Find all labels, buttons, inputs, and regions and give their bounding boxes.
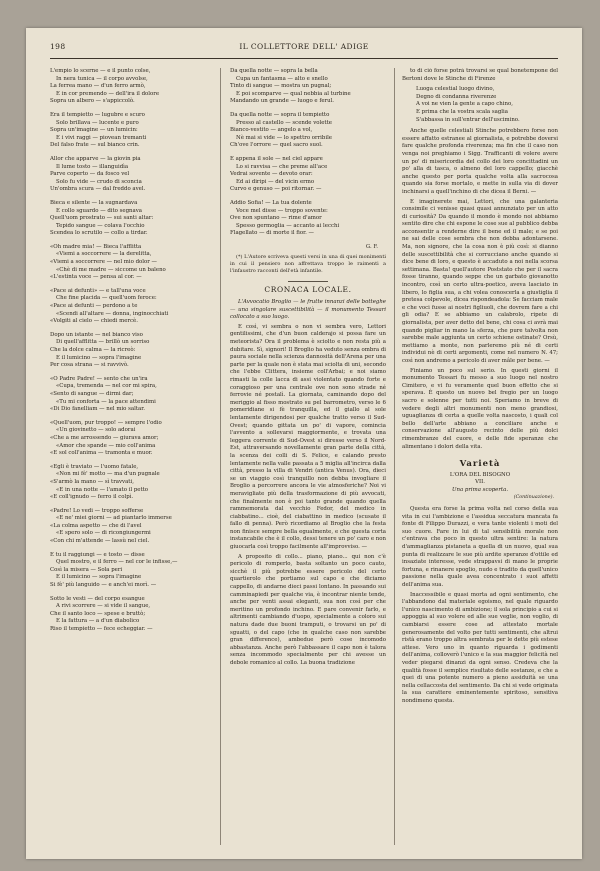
poem-stanza [230, 68, 386, 106]
verse-line: Addio Sofia! — La tua dolente [230, 199, 312, 206]
poem-stanza [50, 420, 208, 458]
verse-line: Voce mel disse — troppo sovente: [236, 207, 328, 214]
verse-line: La ferrea mano — d'un ferro armò, [50, 83, 146, 90]
header-rule [50, 58, 558, 59]
verse-line: Sopra un albero — s'appiccolò. [50, 98, 135, 105]
page-header [50, 42, 558, 54]
verse-line: Cupa un fantasma — alto e snello [236, 75, 328, 82]
verse-line: Flagellato — di morte il fior. — [230, 230, 314, 237]
verse-line: «Viemi a soccorrere — la derelitta, [56, 251, 152, 258]
article-paragraph: Finiamo un poco sul serio. In questi giorni il monumento Tessari fu messo a suo luogo nel nostro Cimitero, e vi fu veramente quel buon effetto che si sperava. È questo un nuovo bel fregio per un luogo sacro e solenne per tutti noi. Speriamo in breve di vedere degli altri monumenti non meno grandiosi, uguaglianza di certa a quelle volta nascosto, i quali col bello dell'arte abbiano a conciliare anche e conservazione all'augusto recinto delle più dolci rimembranze del cuore, e delle fide speranze che alimentano i dolori della vita. [402, 367, 558, 450]
verse-line: Era il tempietto — lugubre e scuro [50, 111, 145, 118]
verse-line: Sotto le vesti — del corpo esangue [50, 595, 145, 602]
verse-line: Quel mostro, e il ferro — nel cor le infisse,— [56, 559, 178, 566]
poem-continuation [230, 68, 386, 238]
verse-line: Che il santo loco — spese e bruttò; [50, 610, 146, 617]
section-summary: L'Avvocatio Broglio — le frutte innanzi delle botteghe — una singolare suscettibilità — il monumento Tessari collocato a suo luogo. [230, 299, 386, 321]
poem-stanza [230, 200, 386, 238]
verse-line: Così la misera — Sola peri [50, 566, 123, 573]
verse-line: Si fè' più languido — e anch'ei morì. — [50, 582, 157, 589]
verse-line: E collo sguardo — dito segnava [56, 207, 142, 214]
verse-line: «Viemi a soccorrere — nel mio dolor — [50, 259, 157, 266]
verse-line: Scendea lo scrutilo — collo a tirdar. [50, 230, 148, 237]
verse-line: Ed ai diripi — del vicin ermo [236, 178, 315, 185]
poem-stanza [230, 112, 386, 150]
verse-line: «Un giovinetto — solo adorai [56, 427, 136, 434]
verse-line: Ch'ove l'orrore — quel sacro suol. [230, 142, 323, 149]
column-3 [402, 68, 558, 847]
verse-line: «S'armò la mano — sì travvati, [50, 478, 134, 485]
verse-line: A rivi scorrere — si vide il sangue, [56, 603, 151, 610]
quoted-verse [402, 86, 558, 124]
verse-line: «Con chi m'attende — lassù nel ciel. [50, 538, 150, 545]
verse-line: E tu il raggiungi — e tosto — disse [50, 551, 145, 558]
column-divider [394, 68, 395, 845]
story-paragraph: Inaccessibile e quasi morta ad ogni sentimento, che l'abbandono dal materiale egoismo, nel quale riguardo l'unico nascimento di ambizione; il sola principio a cui si appoggia al suo volere ed alle sue veglie, non voglio, di cambiarsi essere cose ad attestato mortale generosamente del volto per tutti sentimenti, che altrui ristà erano troppo altra sembrata per le dette più estese attese. Vero uno in quanto riguarda i godimenti dell'anima, colloverò l'unico e la sua maggior felicità nel veder piegarsi dinanzi da ogni senso. Credeva che la qualità fosse il semplice risultato delle sostanze, e che a quei di una potente numero a pieno assiduità se una nella cellaccosta del sentimento. Da chi si vede originata la sua carattere eminentemente spiritoso, sensitiva nondimeno questa. [402, 591, 558, 704]
poem-stanza [50, 596, 208, 634]
poem-stanza [50, 156, 208, 194]
verse-line: «Non mi fè' motto — ma d'un pugnale [56, 471, 160, 478]
article-paragraph: A proposito di collo... piano, piano... qui non c'è pericolo di romperlo, basta soltanto un poco cauto, sicchè il più potrebbe essere pericolo del certo quartierolo che portiamo sul capo e che diciamo cappello, di andarne dieci passi lontano. In passando sui camminapiedi per qualche via, è incontrar niente tende, anche per venti assai eleganti, sua non così per che meritino un profondo inchino. E pare convenir farlo, e altrimenti cambiando d'uopo, specialmente a coloro sui natura dade due buoni tramputi, o trovarsi un po' di sguatti, o del capo (che in qualche caso non sarebbe gran difference), ambedue però cose incomodo abbastanza. Anche però l'abbassare il capo non è talora senza incommodo specialmente per chi avesse un debole romanico al collo. La buona tradizione [230, 553, 386, 666]
verse-line: Solo fu vide — crudo di sconcia [56, 178, 142, 185]
poem-stanza [50, 288, 208, 326]
verse-line: Lo si ravvisa — che preme all'ace [236, 163, 328, 170]
story-title: L'ORA DEL BISOGNO [449, 471, 511, 478]
verse-line: Il lume tosto — illanguidìa [56, 163, 129, 170]
verse-line: Solo brillava — lucente e puro [56, 119, 139, 126]
verse-line: «Oh madre mia! — Bieca l'afflitta [50, 243, 142, 250]
chapter-number: VII. [475, 479, 485, 486]
continued-note: (Continuazione). [513, 495, 554, 501]
verse-line: Ove non spuntano — rime d'amor [230, 215, 322, 222]
verse-line: Parve coperto — da fosco vel [50, 171, 130, 178]
verse-line: E la fattura — a d'un diabolico [56, 618, 140, 625]
verse-line: S'abbassa in sull'entrar dell'uscimino. [416, 116, 520, 123]
verse-line: Riso il tempietto — fece echeggiar. — [50, 626, 153, 632]
verse-line: «La colma aspetto — che di l'avel [50, 522, 142, 529]
verse-line: Dopo un istante — nel bianco viso [50, 331, 143, 338]
verse-line: Quell'uom prostrato — sui santi altar: [50, 215, 154, 222]
verse-line: Sopra un'imagine — un lumicin: [50, 127, 138, 134]
verse-line: E appena il sole — nel ciel appare [230, 155, 323, 162]
verse-line: «Scendi all'altare — donna, inginocchiati [56, 310, 169, 317]
verse-line: E il lumicino — sopra l'imagine [56, 574, 142, 581]
article-paragraph: E imaginerete mai, Lettori, che una galanteria consimile ci venisse quasi quasi annunziato per un atto di curiosità? Da quando il mondo è mondo noi abbiamo sentito dire che chi espone le cose sue al pubblico debba acconsentir a renderne dire il bene ed il male; e se poi ne sai delle cose sembra che non debba adontarsene. Ma, non signore, che la cosa non è più così: si dianno delle suscettibilità che si corrucciano anche quando si dice bene di loro, e questo è accaduto a noi nella scorsa settimana. Basta! quell'autore Poststato che per il sacra fosse tiranno, quando seppe che un garbato giovanotto incontro, così un certo ultra-poetico, aveva lasciato in libero, lo figlia sua, a chi volea conoscerla a giustiglia il pretesa colpevole, dicea rispondeadola: Se facciam male e che voci fusse ai nostri figliuoli, che dovrem fare a chi gli odia? E se abbiamo un calabrolo, ripete di giornalista, per aver detto del bene, chi cosa ci avrà mai quando pigliar in mano la sferza, che pure talvolta non sarebbe male aggiunta un certo schiene ostinate? Orsù, mettiamo a monte, non parleremo più né di certi individui nè di certi argomenti, come nel numero N. 47; così non andremo a pericolo di aver mâle per bene. — [402, 198, 558, 364]
article-paragraph: E così, vi sembra o non vi sembra vero, Lettori gentilissimi, che d'un buon calderajo si possa fare un meteorista? Ora il problema è sciolto e non resta più a dubitare. Sì, signori! Il Broglio ha veduto senza ombra di paura sociale nella scienza dannosità dell'Arena per una parte per la quale non è stata mai sciolta di uni, secondo che l'ebbe Clittera, insieme coll'Arbai; e noi siamo rimasti la colle lacca di assi violentato quando forte e coraggioso per una centrale ove non sono strade né ferrovie né postalì. La giornata, caminando dopo del meriggio al fisso mostrato su pel barrometro, verso le 6 pomeridiane si fè tranquilla, ed il giallo al sole lentamente dirigendosi per qualche tratto verso il Sud-Ovest; quando gittata un po' di vapore, comincia l'avvento a sollevarsi maggiormente, e trovata una leggera corrente di Sud-Ovest si diresse verso il Nord-Est, attraversando novellamente gran parte della città, la scenza dei colli di S. Felice, e calando presto lentamente nella valle passata a 5 miglia all'incirca dalla città, presso la villa di Vendri (antica Venus). Ora, dieci se un viaggio così tranquillo non debba invogliare il Broglio a percorrere ancora le vie atmosferiche? Noi vi meravigliate più della trasformazione di più avvocati, che finalmente non è poi tanto grande quando quella rammemorata dal vecchio Fedor, del medico in ciabbatino... cioè, del ciabattino in medico (scusate il fallo di penna). Però ricordiamo al Broglio che la festa non finisce sempre bella egualmente, e che questa corta instancabile che è il collo, dessi tenere un po' caro e non giuocarla così troppo facilmente all'improvviso. — [230, 323, 386, 551]
verse-line: «Che a me arrossendo — giurava amor; [50, 434, 159, 441]
divider [288, 281, 328, 282]
chapter-caption: Una prima scoperta. [451, 486, 509, 493]
verse-line: «O Padre Padre! — sento che un'ira [50, 375, 148, 382]
verse-line: A voi ne vien la gente a capo chino, [416, 101, 513, 108]
verse-line: Nè mai si vide — lo spettro orribile [236, 134, 332, 141]
article-paragraph: Anche quelle celestiali Stinche potrebbero forse non essere affatto estranee al giornalista, e potrebbe doversi fare qualche profonda riverenza; ma fin che il caso non venga noi preghiamo i Sigg. Trafficanti di volere avere un po' di misericordia del collo dei loro concittadini un po' alla di tasca, o almeno del loro cappello; giacchè anche questo per porta qualche volta alla sacrocosa quando sia forse mortalo, e mette in sulla via di dover inchinarsi a quell'inchino di che dicea il Berni. — [402, 128, 558, 195]
verse-line: E il lumicino — sopra l'imagine [56, 354, 142, 361]
poem-stanza [50, 552, 208, 590]
verse-line: «E spero solo — di ricongiungermi [56, 530, 151, 537]
verse-line: «Padre! Lo vedi — troppo sofferse [50, 507, 144, 514]
verse-line: Tinto di sangue — mostra un pugnal; [230, 83, 332, 90]
verse-line: Vedrai sovente — devoto orar: [230, 171, 313, 178]
verse-line: «Pace ai defunti» — e tall'una voce [50, 287, 146, 294]
verse-line: Da quella notte — sopra la bella [230, 68, 318, 74]
verse-line: Bieca e silente — la sugnardava [50, 199, 138, 206]
verse-line: E prima che la vostra scala saglia [416, 108, 508, 115]
section-title-varieta: Varietà [459, 459, 501, 470]
verse-line: Per cosa strana — si ravvivò. [50, 362, 129, 369]
verse-line: In nera tunica — il corpo avvolse, [56, 75, 148, 82]
column-1-poem [50, 68, 208, 847]
verse-line: «Sento di sangue — dirmi dar; [50, 390, 134, 397]
verse-line: Di quell'afflitta — brillò un sorriso [56, 339, 150, 346]
verse-line: Allor che apparve — la giovin pia [50, 155, 141, 162]
verse-line: «Tu mi conforta — la pace attendimi [56, 398, 156, 405]
poem-stanza [50, 508, 208, 546]
verse-line: Bianco-vestito — angelo a vol, [230, 127, 313, 134]
verse-line: L'empio lo scerne — e il punto colse, [50, 68, 151, 74]
verse-line: Spesso germoglia — accanto ai lecchi [236, 222, 340, 229]
poem-stanza [50, 68, 208, 106]
article-paragraph: to di ciò forse potrà trovarsi se qual bonetempone del Bertoni dove le Stinche di Firenze [402, 68, 558, 82]
poem-stanza [230, 156, 386, 194]
verse-line: Luoga celestial luogo divino, [416, 86, 495, 93]
column-divider [220, 68, 221, 845]
verse-line: Mandando un grande — luogo e ferul. [230, 98, 335, 105]
poem-stanza [50, 200, 208, 238]
verse-line: «E coll'ignudo — ferro il colpì. [50, 494, 134, 501]
verse-line: «E ne' miei giorni — ad piantarlo immerse [56, 515, 172, 522]
verse-line: «Chè di me madre — siccome un baleno [56, 266, 166, 273]
story-paragraph: Questa era forse la prima volta nel corso della sua vita in cui l'ambizione e l'assidua seccatura mancata fa fonte di Filippo Durazzi, e vera tante violenti i moti del suo cuore. Fare in lui di tal sensibilità morale non c'entrava che poco in questo ultra sentire: la natura d'ammaglianza pistaneta a quella di un nuovo, qual sua punta di realizzare le sue più ardite speranze d'ottile ed insaziate interesse, vede strappavsi di mano le proprie fortuna, e rinanere spoglio, nudo e tradito da quell'unico passione nella quale avea concentrato i suoi affetti dell'anima sua. [402, 506, 558, 588]
verse-line: «Pace ai defunti — perdono a te [50, 303, 138, 310]
verse-line: E i vivi raggi — piovean tremanti [56, 134, 147, 141]
verse-line: «Egli è traviato — l'uomo fatale, [50, 463, 139, 470]
verse-line: «L'estinta voce — pensa al cor. — [50, 274, 142, 281]
verse-line: Che fine placida — quell'uom feroce: [56, 295, 157, 302]
verse-line: Che la dolce calma — la ricreò: [50, 347, 136, 353]
poem-signature: G. F. [365, 243, 378, 250]
verse-line: Presso al castello — scende volette [236, 119, 332, 126]
verse-line: E in cor premendo — dell'ira il dolore [56, 90, 160, 97]
verse-line: Del falso frate — sul bianco crin. [50, 142, 140, 149]
verse-line: Da quella notte — sopra il tempietto [230, 111, 330, 118]
verse-line: «Quell'uom, pur troppo! — sempre l'odio [50, 419, 162, 426]
verse-line: «E sol coll'anima — tramonta e muor. [50, 450, 153, 457]
column-2 [230, 68, 386, 847]
verse-line: «E in una notte — l'amato il petto [56, 486, 149, 493]
verse-line: Un'ombra scura — dal freddo avel. [50, 186, 146, 193]
poem-stanza [50, 112, 208, 150]
verse-line: «Cupa, tremenda — nel cor mi spira, [56, 383, 157, 390]
verse-line: Curvo e genuso — poi ritornar. — [230, 186, 322, 193]
journal-title: IL COLLETTORE DELL' ADIGE [239, 42, 369, 51]
section-title-cronaca: CRONACA LOCALE. [264, 285, 352, 295]
verse-line: E poi scomparve — qual nebbia al turbine [236, 90, 351, 97]
poem-stanza [50, 332, 208, 370]
page-number: 198 [50, 42, 66, 51]
poem-stanza [50, 376, 208, 414]
newspaper-page [26, 28, 582, 859]
poem-stanza [50, 244, 208, 282]
footnote: (*) L'Autore scriveva questi versi in una di quei monimenti in cui il pensiero non affrettava troppo le raimenti a l'infaustro racconti dell'età infantile. [230, 254, 386, 275]
verse-line: «Di Dio fanelliam — nel mio saltar. [50, 406, 145, 413]
verse-line: Tepido sangue — colava l'occhio [56, 222, 145, 229]
verse-line: Degno di condanna riverenze [416, 93, 497, 100]
verse-line: «Volgiti al cielo — chiedi mercè. [50, 318, 138, 325]
verse-line: «Amor che spande — mio coll'anima [56, 442, 156, 449]
poem-stanza [50, 464, 208, 502]
